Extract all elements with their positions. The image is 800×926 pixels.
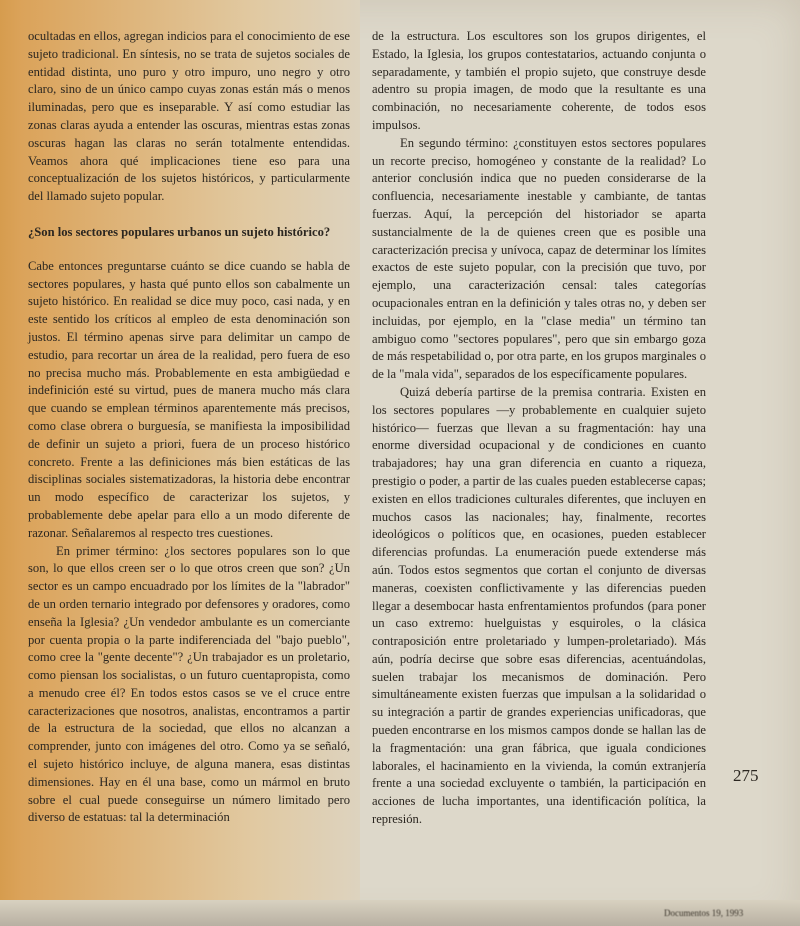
page-number: 275 [733,766,759,785]
left-paragraph-2: Cabe entonces preguntarse cuánto se dice cuando se habla de sectores populares, y hasta qué punto ellos son cabalmente un sujeto histórico. En realidad se dice muy poco, casi nada, y en este sentido los críticos al empleo de esta denominación son justos. El término apenas sirve para delimitar un campo de estudio, para recortar un área de la realidad, pero fuera de eso no precisa mucho más. Probablemente en esta ambigüedad e indefinición esté su virtud, pues de manera mucho más clara que cuando se emplean términos aparentemente más precisos, como clase obrera o burguesía, se manifiesta la imposibilidad de definir un sujeto a priori, fuera de un proceso histórico concreto. Frente a las definiciones más bien estáticas de las disciplinas sociales sistematizadoras, la historia debe encontrar un modo específico de caracterizar los sujetos, y probablemente debe apelar para ello a un modo diferente de razonar. Señalaremos al respecto tres cuestiones. [28,258,350,540]
right-paragraph-3: Quizá debería partirse de la premisa contraria. Existen en los sectores populares —y probablemente en cualquier sujeto histórico— fuerzas que llevan a su fragmentación: hay una enorme diversidad ocupacional y de condiciones en cuanto trabajadores; hay una gran diferencia en cuanto a riqueza, prestigio o poder, a partir de las cuales pueden establecerse capas; existen en ellos tradiciones culturales diferentes, que incluyen en muchos casos las nacionales; hay, finalmente, recortes ideológicos o políticos que, en ocasiones, pueden establecer diferencias profundas. La enumeración puede extenderse más aún. Todos estos segmentos que cortan el conjunto de diversas maneras, coexisten conflictivamente y las diferencias pueden llegar a desembocar hasta enfrentamientos profundos (para poner un caso extremo: huelguistas y esquiroles, o la clásica contraposición entre proletariado y lumpen-proletariado). Más aún, podría decirse que sobre esas diferencias, acentuándolas, suelen trabajar los mecanismos de dominación. Pero simultáneamente existen fuerzas que impulsan a la solidaridad o su integración a partir de grandes experiencias unificadoras, que pueden encontrarse en los mismos campos donde se hallan las de la fragmentación: una gran fábrica, que iguala condiciones laborales, el hacinamiento en la vivienda, la común extranjería frente a una sociedad excluyente o también, la participación en acciones de lucha importantes, una identificación política, la represión. [372,384,706,827]
left-text-column [28,28,350,827]
page-footer: Documentos 19, 1993 [664,908,744,918]
right-text-column [372,28,706,829]
left-paragraph-1: ocultadas en ellos, agregan indicios para el conocimiento de ese sujeto tradicional. En síntesis, no se trata de sujetos sociales de entidad distinta, uno puro y otro impuro, uno negro y otro claro, sino de un único campo cuyas zonas están más o menos iluminadas, pero que es inseparable. Y así como estudiar las zonas claras ayuda a entender las oscuras, mientras estas zonas oscuras hagan las claras no serán totalmente entendidas. Veamos ahora qué implicaciones tiene eso para una conceptualización de los sujetos históricos, y particularmente del llamado sujeto popular. [28,29,350,204]
right-paragraph-2: En segundo término: ¿constituyen estos sectores populares un recorte preciso, homogéneo y constante de la realidad? Lo anterior conclusión indica que no pueden considerarse de la confluencia, necesariamente inestable y cambiante, de tantas fuerzas. Aquí, la percepción del historiador se aparta sustancialmente de la de quienes creen que es posible una caracterización precisa y unívoca, capaz de determinar los límites exactos de este sujeto popular, con la precisión que tuvo, por ejemplo, una caracterización censal: tales categorías ocupacionales entran en la definición y tales otras no, y deben ser incluidas, por ejemplo, en la "clase media" un término tan ambiguo como "sectores populares", pero que sin embargo goza de más respetabilidad o, por otra parte, en los grupos marginales o de la "mala vida", separados de los específicamente populares. [372,135,706,382]
right-paragraph-1: de la estructura. Los escultores son los grupos dirigentes, el Estado, la Iglesia, los grupos contestatarios, actuando conjunta o separadamente, y también el propio sujeto, que construye desde adentro su propia imagen, de modo que la resultante es una combinación, no necesariamente coherente, de todos esos impulsos. [372,29,706,132]
left-paragraph-3: En primer término: ¿los sectores populares son lo que son, lo que ellos creen ser o lo que otros creen que son? ¿Un sector es un campo encuadrado por los límites de la "labrador" de un orden ternario integrado por defensores y oradores, como enseña la Iglesia? ¿Un vendedor ambulante es un comerciante por cuenta propia o la parte indiferenciada del "bajo pueblo", como cree la "gente decente"? ¿Un trabajador es un proletario, como piensan los socialistas, o un futuro cuentapropista, como a menudo cree él? En todos estos casos se ve el cruce entre caracterizaciones que nosotros, analistas, encontramos a partir de la estructura de la sociedad, que ellos no alcanzan a comprender, junto con imágenes del otro. Como ya se señaló, el sujeto histórico incluye, de alguna manera, esas distintas dimensiones. Hay en él una base, como un mármol en bruto sobre el cual puede conseguirse un número limitado pero diverso de estatuas: tal la determinación [28,543,350,825]
section-heading: ¿Son los sectores populares urbanos un sujeto histórico? [28,224,331,239]
